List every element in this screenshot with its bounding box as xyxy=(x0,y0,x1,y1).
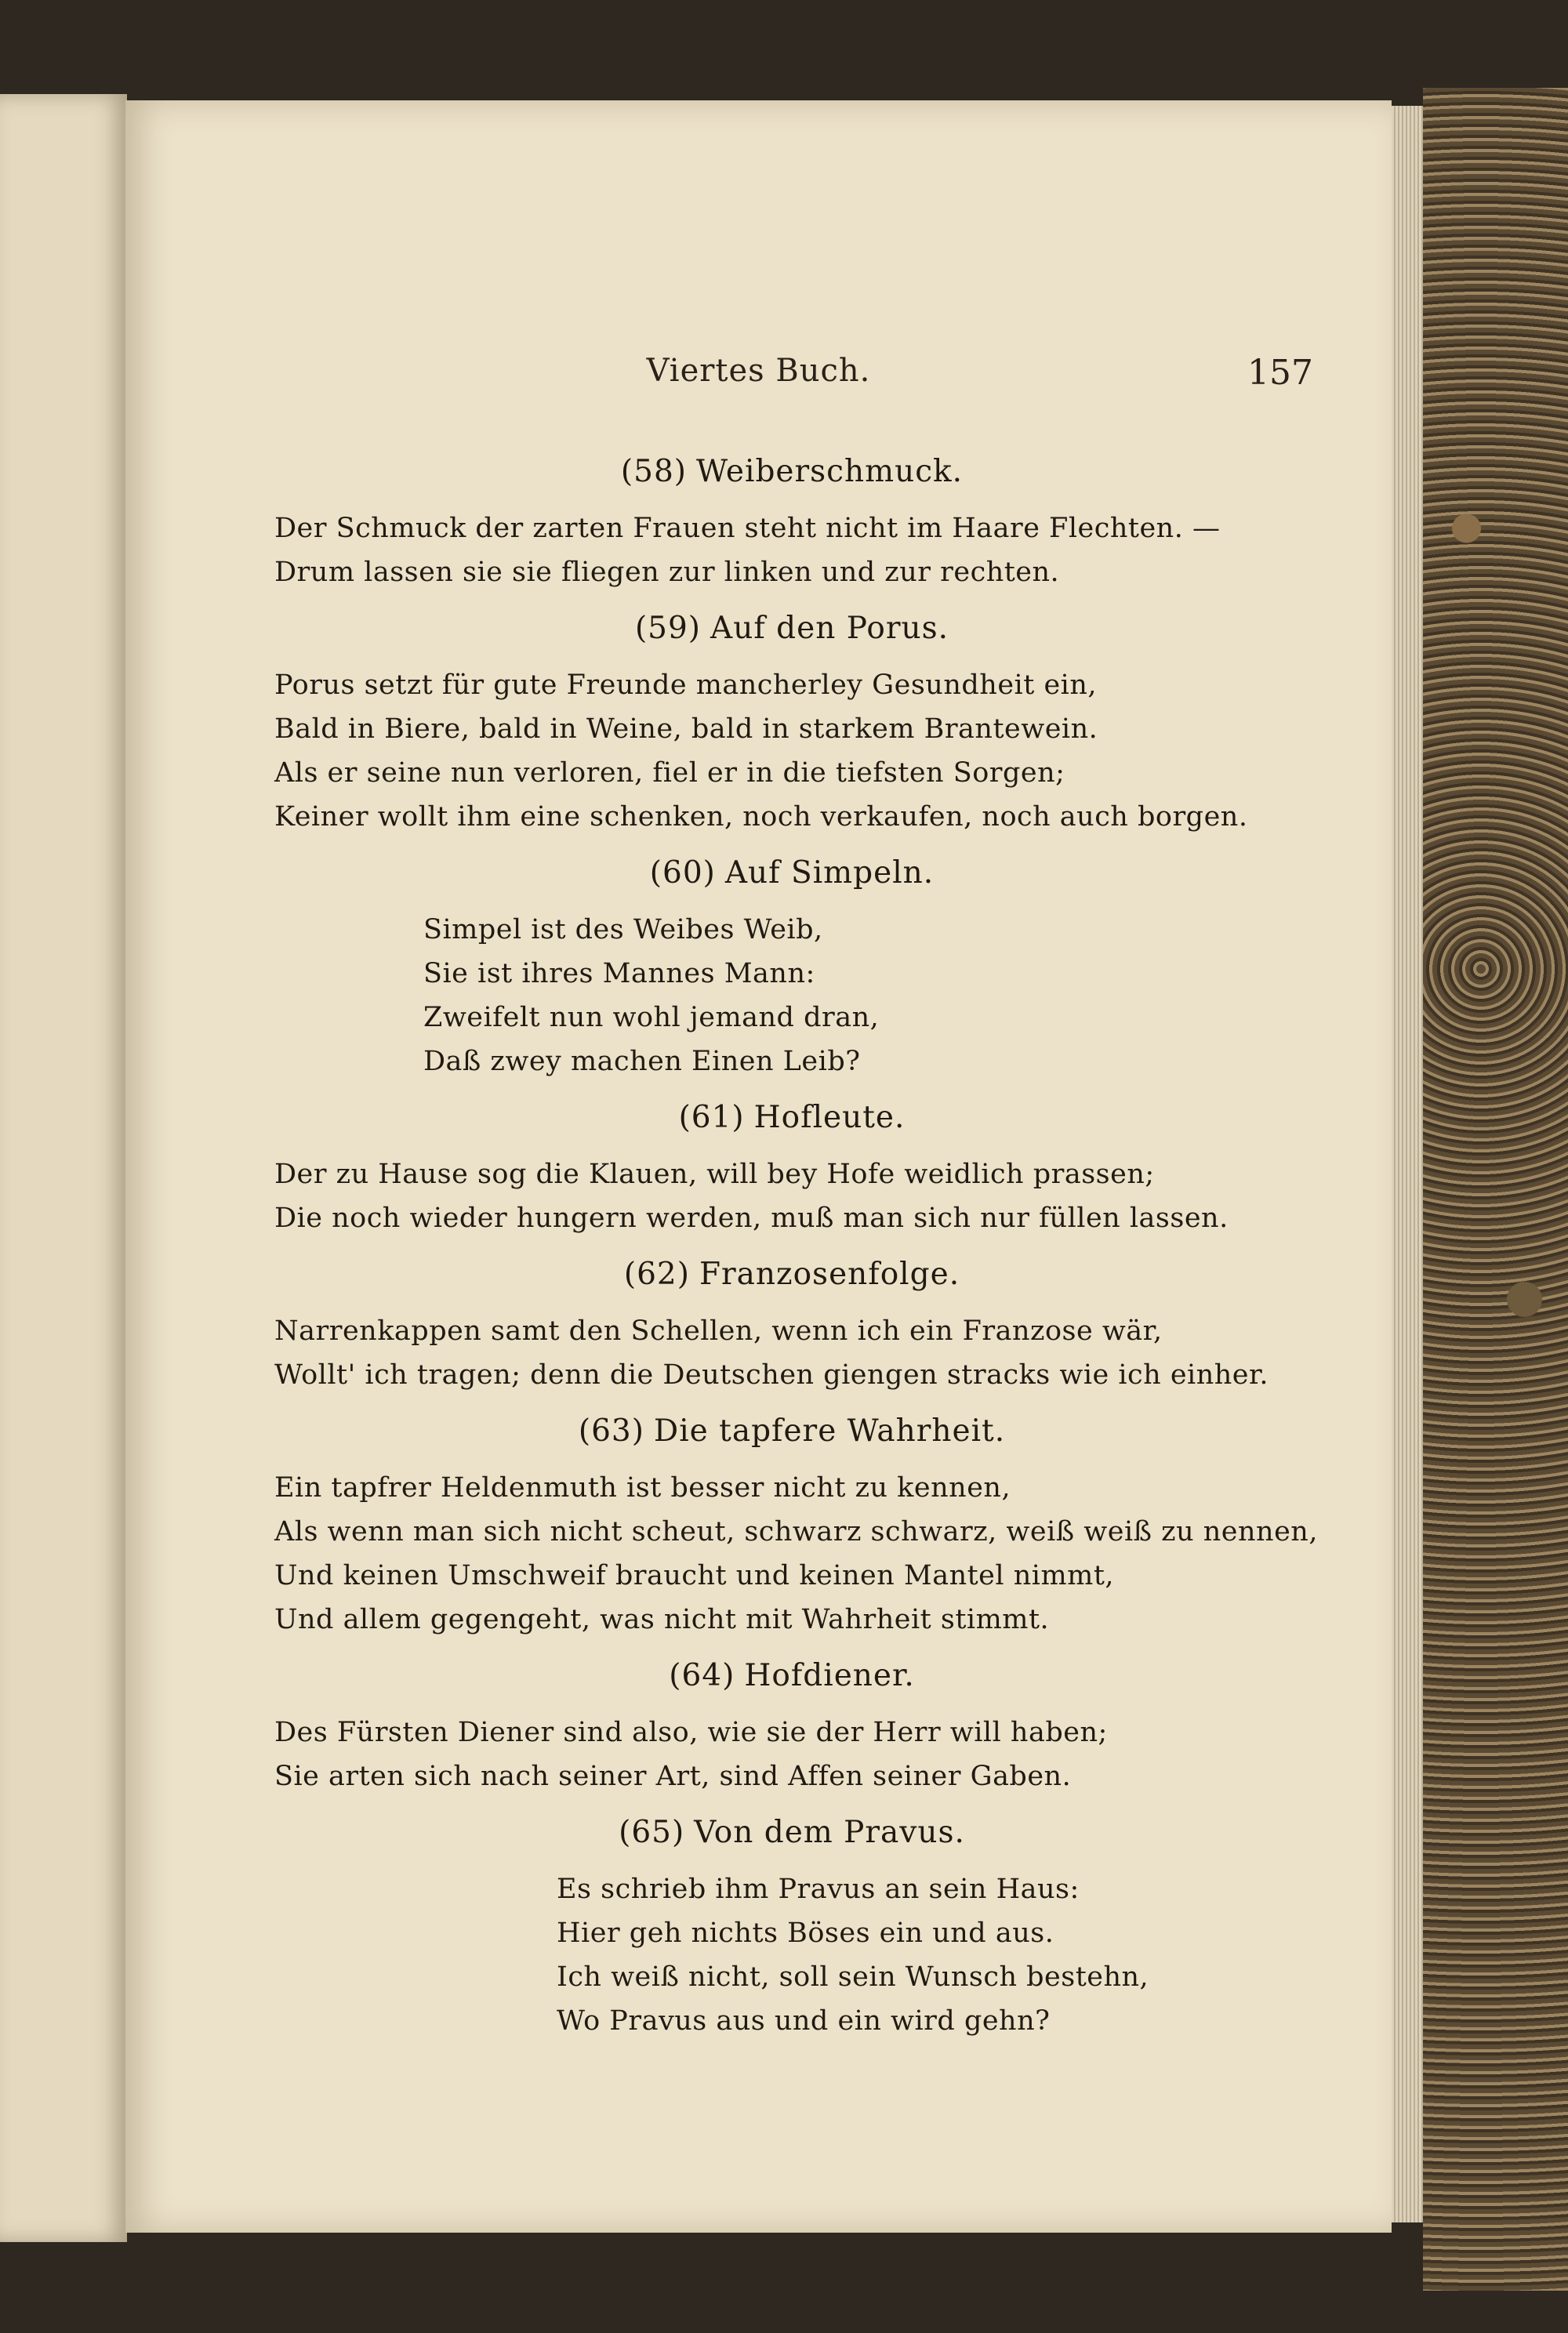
verse-line: Ich weiß nicht, soll sein Wunsch bestehn, xyxy=(557,1961,1149,1993)
verse-line: Als er seine nun verloren, fiel er in die tiefsten Sorgen; xyxy=(274,757,1065,789)
epigram-number: (65) xyxy=(619,1815,685,1850)
epigram-61 xyxy=(274,1094,1309,1240)
page-edges xyxy=(1392,106,1423,2222)
epigram-title xyxy=(274,1251,1309,1298)
page-header xyxy=(125,353,1392,400)
epigram-title xyxy=(274,605,1309,652)
epigram-number: (61) xyxy=(678,1100,745,1135)
page-number: 157 xyxy=(1247,353,1313,393)
epigram-title xyxy=(274,1809,1309,1856)
epigram-number: (59) xyxy=(634,611,702,646)
epigram-number: (64) xyxy=(669,1658,735,1693)
epigram-62 xyxy=(274,1251,1309,1397)
verse-line: Zweifelt nun wohl jemand dran, xyxy=(423,1002,880,1033)
verse-line: Des Fürsten Diener sind also, wie sie der Herr will haben; xyxy=(274,1717,1108,1748)
running-head: Viertes Buch. xyxy=(646,353,871,389)
verse-line: Der zu Hause sog die Klauen, will bey Hofe weidlich prassen; xyxy=(274,1159,1155,1190)
verse-line: Es schrieb ihm Pravus an sein Haus: xyxy=(557,1874,1080,1905)
verse-line: Bald in Biere, bald in Weine, bald in starkem Brantewein. xyxy=(274,713,1098,745)
epigram-heading: Hofdiener. xyxy=(744,1658,915,1693)
page-content xyxy=(274,437,1318,2043)
epigram-59 xyxy=(274,605,1309,839)
epigram-heading: Franzosenfolge. xyxy=(699,1257,960,1292)
epigram-number: (60) xyxy=(649,855,716,891)
verse-line: Narrenkappen samt den Schellen, wenn ich ein Franzose wär, xyxy=(274,1315,1163,1347)
epigram-heading: Weiberschmuck. xyxy=(695,454,964,489)
epigram-60 xyxy=(274,850,1309,1083)
epigram-58 xyxy=(274,448,1309,594)
verse-line: Der Schmuck der zarten Frauen steht nicht im Haare Flechten. — xyxy=(274,513,1221,544)
verse-line: Wo Pravus aus und ein wird gehn? xyxy=(557,2005,1051,2037)
epigram-heading: Auf Simpeln. xyxy=(724,855,935,891)
epigram-heading: Die tapfere Wahrheit. xyxy=(653,1413,1006,1449)
verse-line: Sie arten sich nach seiner Art, sind Affen seiner Gaben. xyxy=(274,1761,1072,1792)
verse-line: Ein tapfrer Heldenmuth ist besser nicht zu kennen, xyxy=(274,1472,1011,1504)
epigram-63 xyxy=(274,1408,1318,1642)
epigram-number: (58) xyxy=(620,454,687,489)
epigram-heading: Auf den Porus. xyxy=(710,611,949,646)
verse-line: Daß zwey machen Einen Leib? xyxy=(423,1046,861,1077)
verse-line: Als wenn man sich nicht scheut, schwarz schwarz, weiß weiß zu nennen, xyxy=(274,1516,1318,1547)
book-page xyxy=(125,100,1392,2233)
verse-line: Hier geh nichts Böses ein und aus. xyxy=(557,1918,1054,1949)
facing-page xyxy=(0,94,127,2242)
epigram-title xyxy=(274,448,1309,495)
epigram-64 xyxy=(274,1653,1309,1798)
epigram-heading: Von dem Pravus. xyxy=(694,1815,965,1850)
verse-line: Porus setzt für gute Freunde mancherley Gesundheit ein, xyxy=(274,669,1098,701)
epigram-title xyxy=(274,850,1309,897)
verse-line: Die noch wieder hungern werden, muß man sich nur füllen lassen. xyxy=(274,1203,1229,1234)
epigram-title xyxy=(274,1653,1309,1700)
epigram-number: (63) xyxy=(578,1413,644,1449)
verse-line: Keiner wollt ihm eine schenken, noch verkaufen, noch auch borgen. xyxy=(274,801,1248,833)
verse-line: Drum lassen sie sie fliegen zur linken und zur rechten. xyxy=(274,557,1060,588)
verse-line: Und keinen Umschweif braucht und keinen Mantel nimmt, xyxy=(274,1560,1115,1591)
marbled-cover-edge xyxy=(1423,88,1568,2291)
verse-line: Sie ist ihres Mannes Mann: xyxy=(423,958,815,989)
verse-line: Und allem gegengeht, was nicht mit Wahrheit stimmt. xyxy=(274,1604,1050,1635)
verse-line: Wollt' ich tragen; denn die Deutschen giengen stracks wie ich einher. xyxy=(274,1359,1269,1391)
epigram-title xyxy=(274,1408,1309,1455)
verse-line: Simpel ist des Weibes Weib, xyxy=(423,914,823,945)
epigram-65 xyxy=(274,1809,1309,2043)
epigram-title xyxy=(274,1094,1309,1141)
epigram-heading: Hofleute. xyxy=(753,1100,906,1135)
epigram-number: (62) xyxy=(623,1257,690,1292)
